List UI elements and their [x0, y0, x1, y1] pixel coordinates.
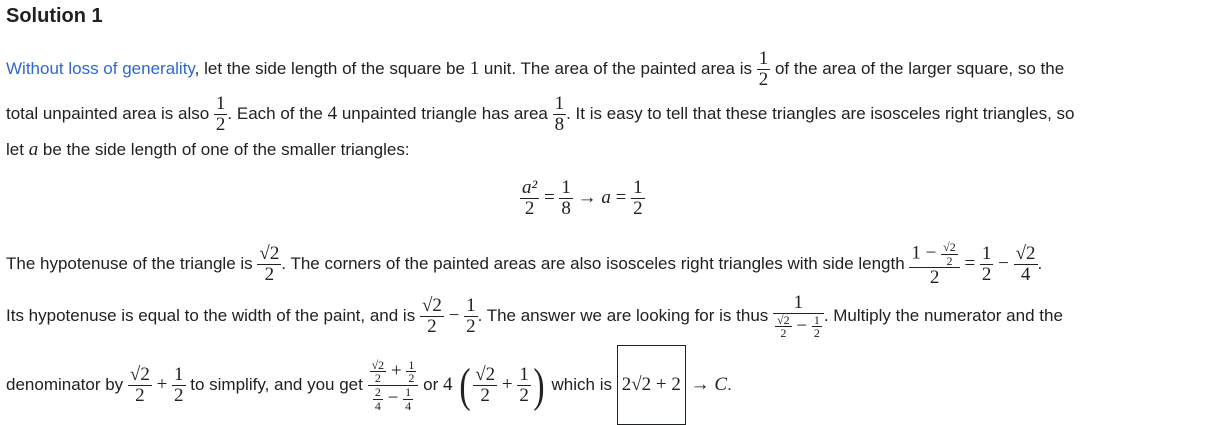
fraction-one-half: $\frac{1}{2}$: [519, 364, 529, 407]
right-paren: ): [533, 358, 545, 412]
fraction-simplified: $\frac{√2}{2}$ + $\frac{1}{2}$ $\frac{2}{4}$ − $\frac{1}{4}$: [368, 359, 419, 412]
math-four: 4: [442, 374, 453, 395]
answer-choice: C: [714, 374, 728, 395]
paragraph-line-4: The hypotenuse of the triangle is $\frac{√2}{2}$ . The corners of the painted areas are also isosceles right triangles with side length 1 − $\frac{√2}{2}$ 2 = $\frac{1}{2}$ − $\frac{√2}{4}$ .: [6, 239, 1043, 289]
text: . Each of the: [227, 104, 328, 123]
text: . It is easy to tell that these triangles are isosceles right triangles, so: [566, 104, 1075, 123]
fraction-sqrt2-over-2: $\frac{√2}{2}$: [421, 295, 442, 338]
fraction-one-eighth: $\frac{1}{8}$: [561, 177, 571, 220]
fraction-sqrt2-over-2: $\frac{√2}{2}$: [259, 243, 280, 286]
fraction-one-minus-sqrt2-half-over-2: 1 − $\frac{√2}{2}$ 2: [909, 241, 959, 288]
paragraph-line-3: let a be the side length of one of the smaller triangles:: [6, 139, 410, 160]
text: unit. The area of the painted area is: [479, 59, 757, 78]
without-loss-of-generality-link[interactable]: Without loss of generality: [6, 59, 195, 78]
fraction-one-half: $\frac{1}{2}$: [174, 364, 184, 407]
fraction-one-half: $\frac{1}{2}$: [981, 243, 992, 286]
fraction-one-half: $\frac{1}{2}$: [758, 48, 769, 91]
fraction-sqrt2-over-2: $\frac{√2}{2}$: [475, 364, 496, 407]
text: total unpainted area is also: [6, 104, 214, 123]
math-four: 4: [327, 103, 338, 124]
paragraph-line-5: Its hypotenuse is equal to the width of the paint, and is $\frac{√2}{2}$ − $\frac{1}{2}$ . The answer we are looking for is thus 1 $\frac{√2}{2}$ − $\frac{1}{2}$ . Multiply the numerator and the: [6, 291, 1063, 341]
fraction-one-half: $\frac{1}{2}$: [466, 295, 476, 338]
fraction-sqrt2-over-4: $\frac{√2}{4}$: [1015, 243, 1036, 286]
fraction-answer-expression: 1 $\frac{√2}{2}$ − $\frac{1}{2}$: [773, 293, 824, 340]
fraction-sqrt2-over-2: $\frac{√2}{2}$: [129, 364, 150, 407]
fraction-one-half: $\frac{1}{2}$: [215, 93, 226, 136]
fraction-one-eighth: $\frac{1}{8}$: [554, 93, 565, 136]
text: unpainted triangle has area: [337, 104, 553, 123]
fraction-a-squared-over-2: $\frac{\text{a²}}{2}$: [522, 177, 538, 220]
solution-heading: Solution 1: [6, 5, 103, 27]
paragraph-line-1: [6, 45, 1064, 93]
text: of the area of the larger square, so the: [770, 59, 1065, 78]
boxed-answer: 2√2 + 2: [617, 345, 686, 425]
fraction-one-half: $\frac{1}{2}$: [633, 177, 643, 220]
left-paren: (: [459, 358, 471, 412]
display-equation: $\frac{\text{a²}}{2}$ = $\frac{1}{8}$ → a = $\frac{1}{2}$: [522, 177, 643, 220]
text: , let the side length of the square be: [194, 59, 470, 78]
paragraph-line-6: denominator by $\frac{√2}{2}$ + $\frac{1}{2}$ to simplify, and you get $\frac{√2}{2}$ + $\frac{1}{2}$ $\frac{2}{4}$ − $\frac{1}{4}$ or 4 ( $\frac{√2}{2}$ + $\frac{1}{2}$ ) which is 2√2 + 2 → C.: [6, 345, 732, 419]
paragraph-line-2: [6, 90, 1074, 138]
math-a: a: [28, 139, 39, 160]
math-one: 1: [469, 58, 480, 79]
